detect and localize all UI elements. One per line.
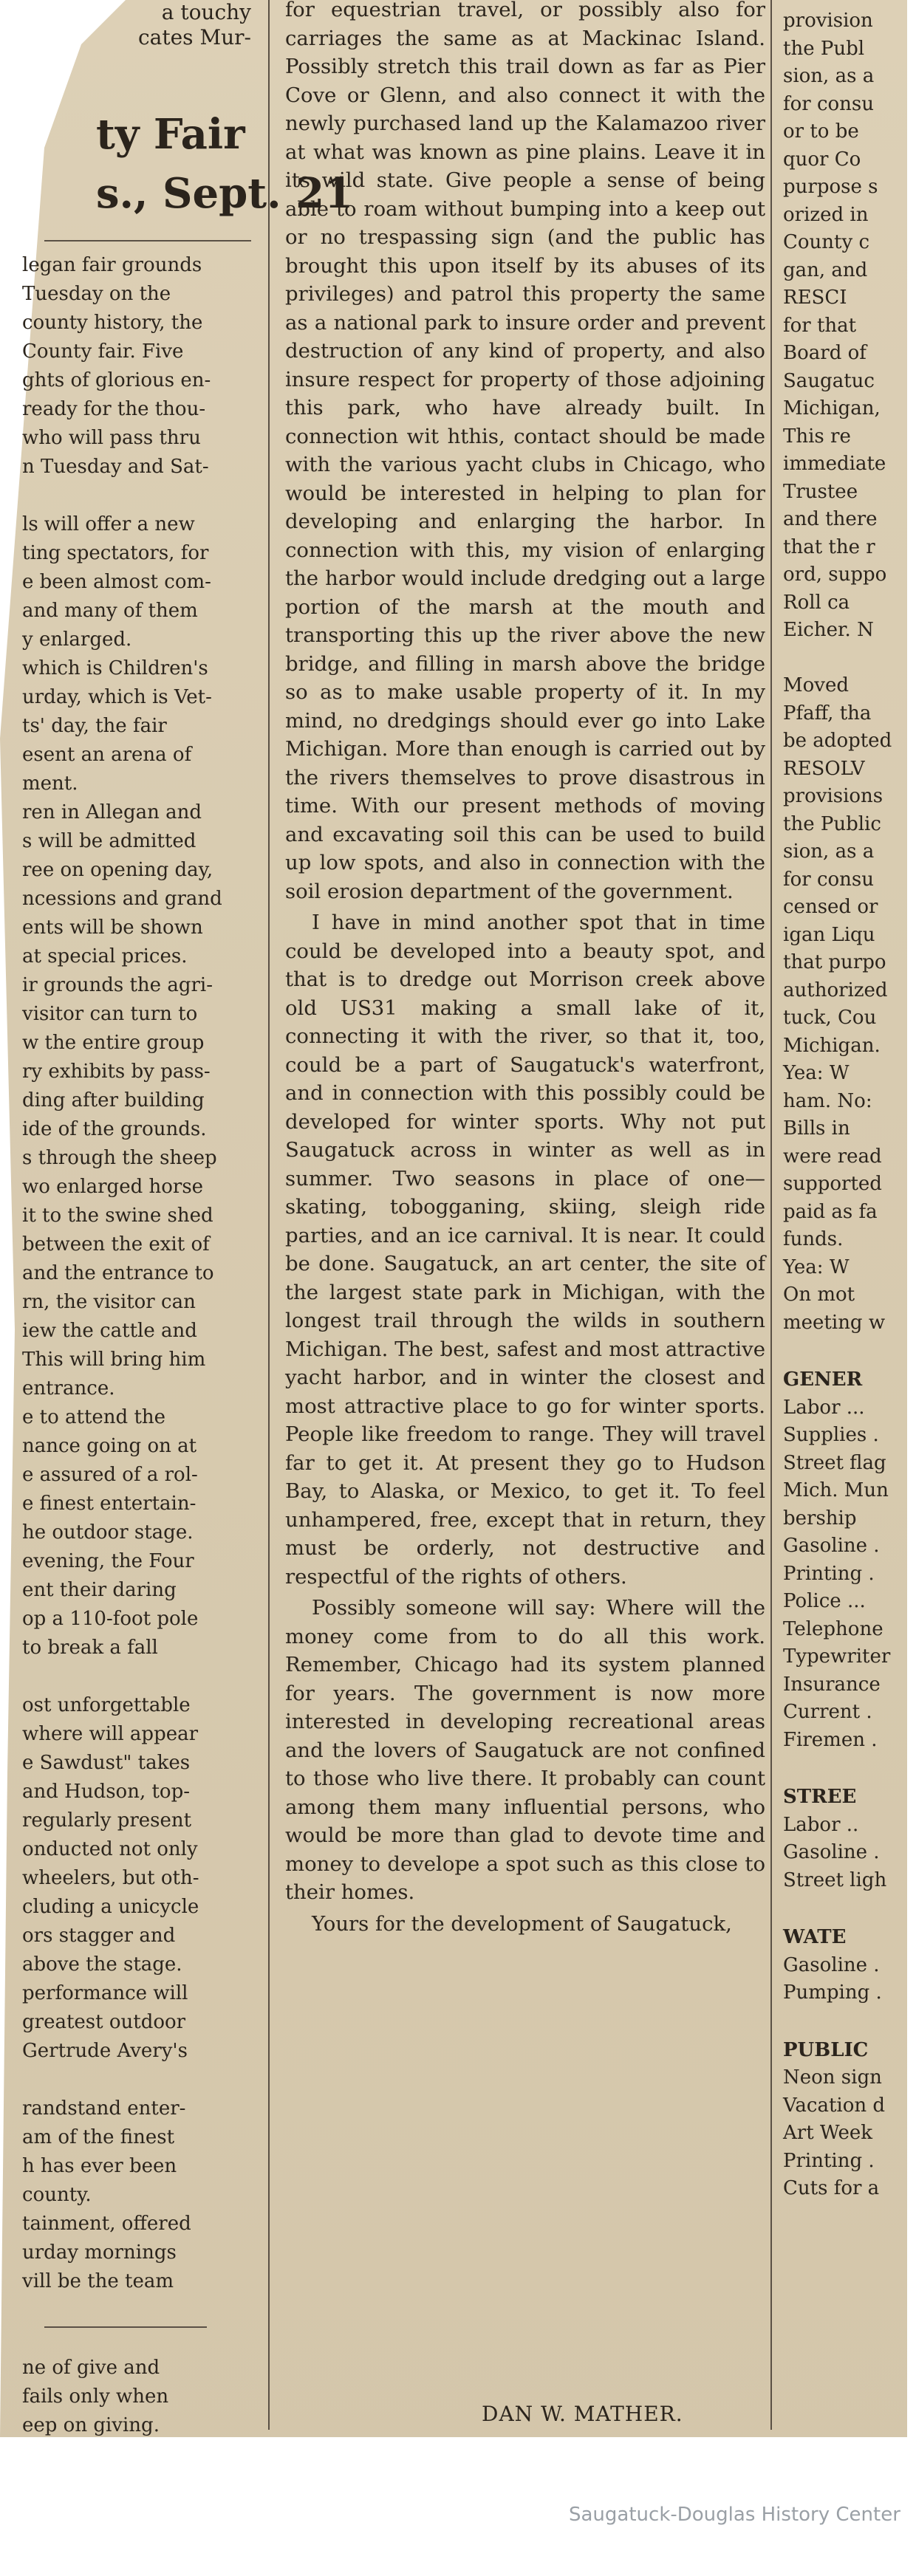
left-article-line: s will be admitted [22,830,196,852]
right-article-line: that purpo [783,951,886,973]
left-article-line: he outdoor stage. [22,1521,194,1544]
left-article-line: ry exhibits by pass- [22,1061,211,1083]
right-article-line: ham. No: [783,1089,872,1112]
ledger-item: Art Week [783,2122,873,2144]
left-article-line: ne of give and [22,2357,160,2379]
left-article-line: ding after building [22,1089,205,1111]
ledger-item: Gasoline . [783,1535,880,1557]
column-rule-left [268,0,270,2430]
left-article-line: wheelers, but oth- [22,1867,199,1889]
right-article-line: the Public [783,812,881,835]
left-article-line: e to attend the [22,1406,166,1428]
left-article-line: ide of the grounds. [22,1118,207,1140]
right-article-line: and there [783,508,878,530]
left-article-line: Tuesday on the [22,283,171,305]
left-article-line: ree on opening day, [22,859,213,881]
left-article-line: This will bring him [22,1349,206,1371]
ledger-item: Printing . [783,2149,875,2172]
right-article-line: be adopted [783,730,892,752]
letter-paragraph: Yours for the development of Saugatuck, [312,1911,732,1936]
right-article-line: for that [783,314,857,337]
left-article-line: greatest outdoor [22,2011,186,2033]
ledger-item: Telephone [783,1617,883,1640]
left-article-line: ting spectators, for [22,542,209,564]
left-article-line: e been almost com- [22,571,211,593]
right-article-line: censed or [783,896,878,918]
ledger-item: Labor .. [783,1813,859,1836]
left-article-line: randstand enter- [22,2097,186,2120]
left-article-line: ren in Allegan and [22,801,202,823]
left-article-line: nance going on at [22,1435,197,1457]
ledger-item: Vacation d [783,2094,886,2117]
left-article-line: county history, the [22,312,203,334]
ledger-item: Cuts for a [783,2177,880,2199]
right-column [774,0,907,2437]
left-article-line: where will appear [22,1723,199,1745]
right-article-line: This re [783,425,851,448]
ledger-item: Gasoline . [783,1841,880,1863]
right-article-line: purpose s [783,176,878,198]
left-article-line: ls will offer a new [22,513,195,535]
left-article-line: evening, the Four [22,1550,194,1572]
divider [44,240,251,242]
divider [44,2326,207,2328]
left-article-line: ready for the thou- [22,398,206,420]
left-article-line: ents will be shown [22,917,203,939]
left-article-line [22,482,266,510]
right-article-line: meeting w [783,1311,886,1334]
left-article-line: e assured of a rol- [22,1464,198,1486]
ledger-item: Firemen . [783,1728,878,1751]
left-top-lines [138,0,251,50]
left-article-line: cluding a unicycle [22,1896,199,1918]
left-article-line: ent their daring [22,1579,177,1601]
left-article-line [22,1662,266,1691]
right-article-line: sion, as a [783,840,875,863]
right-article-line: provision [783,10,873,32]
ledger-item: Mich. Mun [783,1479,889,1501]
left-article-line: n Tuesday and Sat- [22,456,209,478]
left-article-line [22,2066,266,2094]
left-article-line [22,2325,266,2354]
left-article-line: tainment, offered [22,2213,191,2235]
right-article-line: Michigan, [783,397,881,419]
right-article-line: orized in [783,203,869,226]
section-heading: PUBLIC [783,2038,869,2061]
right-article-line: Yea: W [783,1256,850,1278]
left-article-line: between the exit of [22,1233,210,1256]
watermark: Saugatuck-Douglas History Center [569,2504,900,2526]
ledger-item: Gasoline . [783,1953,880,1976]
left-article-line: ors stagger and [22,1925,176,1947]
left-article-line: vill be the team [22,2270,174,2292]
left-article-line: and Hudson, top- [22,1781,191,1803]
ledger-item: Printing . [783,1562,875,1585]
left-article-line: county. [22,2184,92,2206]
left-article-line: above the stage. [22,1953,182,1976]
left-article-line: and many of them [22,600,198,622]
column-rule-right [770,0,772,2430]
left-article-line: ir grounds the agri- [22,974,213,996]
right-article-line: tuck, Cou [783,1007,877,1029]
right-article-line: RESOLV [783,757,865,780]
right-article-line: Moved [783,674,849,696]
left-article-line [22,2296,266,2325]
left-article-line: e finest entertain- [22,1493,196,1515]
right-article-line: Pfaff, tha [783,702,872,724]
ledger-item: Supplies . [783,1424,879,1446]
right-article-line: Saugatuc [783,369,875,392]
ledger-item: bership [783,1507,857,1530]
letter-body [285,0,765,1941]
left-article-line: ment. [22,773,78,795]
right-article-line: quor Co [783,148,861,171]
left-article-line: ost unforgettable [22,1694,191,1716]
left-article-body [22,251,266,2440]
left-article-line: who will pass thru [22,427,201,449]
left-article-line: it to the swine shed [22,1205,213,1227]
left-article-line: onducted not only [22,1838,198,1860]
right-article-line: were read [783,1145,882,1168]
right-article-line: authorized [783,979,888,1001]
right-article-line: County c [783,231,869,253]
section-heading: GENER [783,1368,863,1391]
right-article-line: igan Liqu [783,923,875,946]
ledger-item: Current . [783,1701,872,1723]
left-article-line: iew the cattle and [22,1320,197,1342]
ledger-item: Typewriter [783,1645,891,1668]
left-article-line: and the entrance to [22,1262,214,1284]
left-article-line: fails only when [22,2385,169,2408]
left-article-line: eep on giving. [22,2414,160,2436]
right-article-line: provisions [783,785,883,807]
left-article-line: to break a fall [22,1637,158,1659]
right-article-line: gan, and [783,258,868,281]
right-article-line: for consu [783,868,875,891]
left-headline: ty Fair [96,110,245,159]
letter-paragraph: I have in mind another spot that in time could be developed into a beauty spot, and that is to dredge out Morrison creek above old US31 making a small lake of it, connecting it with the river, so that it, too, could be a part of Saugatuck's waterfront, and in connection with this possibly could be developed for winter sports. Why not put Saugatuck across in winter as well as in summer. Two seasons in place of one—skating, tobogganing, skiing, sleigh ride parties, and an ice carnival. It is near. It could be done. Saugatuck, an art center, the site of the largest state park in Michigan, with the longest trail through the wilds in southern Michigan. The best, safest and most attractive yacht harbor, and in winter the closest and most attractive place to go for winter sports. People like freedom to range. They will travel far to get it. At present they go to Hudson Bay, to Alaska, or Mexico, to get it. To feel unhampered, free, except that in return, they must be orderly, not destructive and respectful of the rights of others. [285,911,765,1589]
left-article-line: e Sawdust" takes [22,1752,191,1774]
left-article-line: urday, which is Vet- [22,686,212,708]
letter-paragraph: Possibly someone will say: Where will the money come from to do all this work. Remember, Chicago had its system planned for years. The government is now more interested in developing recreational areas and the lovers of Saugatuck are not confined to those who live there. It probably can count among them many influential persons, who would be more than glad to devote time and money to develope a spot such as this close to their homes. [285,1596,765,1904]
left-article-line: at special prices. [22,945,188,967]
ledger-item: Pumping . [783,1981,882,2004]
right-article-line: Trustee [783,480,858,503]
left-article-line: County fair. Five [22,340,184,363]
left-article-line: Gertrude Avery's [22,2040,188,2062]
middle-column [275,0,770,2437]
left-article-line: visitor can turn to [22,1003,198,1025]
left-column [0,0,354,2437]
letter-paragraph: for equestrian travel, or possibly also for carriages the same as at Mackinac Island. Possibly stretch this trail down as far as Pier Cove or Glenn, and also connect it with the newly purchased land up the Kalamazoo river at what was known as pine plains. Leave it in its wild state. Give people a sense of being able to roam without bumping into a keep out or no trespassing sign (and the public has brought this upon itself by its abuses of its privileges) and patrol this property the same as a national park to insure order and prevent destruction of any kind of property, and also insure respect for property of those adjoining this park, who have already built. In connection wit hthis, contact should be made with the various yacht clubs in Chicago, who would be interested in helping to plan for developing and enlarging the harbor. In connection with this, my vision of enlarging the harbor would include dredging out a large portion of the marsh at the mouth and transporting this up the river above the new bridge, and filling in marsh above the bridge so as to make usable property of it. In my mind, no dredgings should ever go into Lake Michigan. More than enough is carried out by the rivers themselves to prove disastrous in time. With our present methods of moving and excavating soil this can be used to build up low spots, and also in connection with the soil erosion department of the government. [285,0,765,903]
left-headline-date: s., Sept. 21 [96,169,354,218]
left-top-line: cates Mur- [137,25,251,49]
right-article-line: immediate [783,453,886,475]
ledger-item: Street ligh [783,1868,887,1891]
left-article-line: which is Children's [22,657,208,679]
right-article-line: sion, as a [783,65,875,87]
left-article-line: legan fair grounds [22,254,202,276]
left-article-line: urday mornings [22,2241,177,2264]
left-article-line: entrance. [22,1377,115,1400]
ledger-item: Labor ... [783,1396,865,1419]
left-article-line: wo enlarged horse [22,1176,204,1198]
right-article-line: that the r [783,535,875,558]
left-article-line: y enlarged. [22,628,132,651]
left-article-line: ts' day, the fair [22,715,167,737]
right-article-line: Michigan. [783,1034,881,1057]
signature: DAN W. MATHER. [482,2402,683,2426]
right-article-line: paid as fa [783,1200,878,1223]
ledger-item: Neon sign [783,2066,882,2089]
right-article-line [783,645,916,673]
right-article-line: On mot [783,1284,855,1306]
left-article-line: ghts of glorious en- [22,369,211,391]
right-article-body [783,7,916,2203]
ledger-item: Street flag [783,1451,886,1474]
left-article-line: esent an arena of [22,744,192,766]
right-article-line: RESCI [783,287,847,309]
left-article-line: performance will [22,1982,188,2004]
ledger-item: Insurance [783,1673,881,1696]
section-heading: STREE [783,1786,857,1808]
left-article-line: h has ever been [22,2155,177,2177]
right-article-line: for consu [783,92,875,115]
left-article-line: op a 110-foot pole [22,1608,199,1630]
right-article-line: Bills in [783,1117,850,1140]
right-article-line: Yea: W [783,1062,850,1084]
right-article-line: Board of [783,342,867,364]
left-article-line: s through the sheep [22,1147,217,1169]
ledger-item: Police ... [783,1590,866,1612]
left-top-line: a touchy [161,0,251,24]
section-heading: WATE [783,1926,847,1948]
left-article-line: ncessions and grand [22,888,222,910]
right-article-line: ord, suppo [783,564,887,586]
left-article-line: w the entire group [22,1032,205,1054]
right-article-line: or to be [783,120,859,143]
right-article-line: the Publ [783,37,865,60]
left-article-line: regularly present [22,1809,192,1832]
right-article-line: Eicher. N [783,619,874,641]
right-article-line: Roll ca [783,591,850,614]
right-article-line: funds. [783,1228,844,1250]
left-article-line: am of the finest [22,2126,175,2148]
right-article-line: supported [783,1173,882,1195]
left-article-line: rn, the visitor can [22,1291,196,1313]
